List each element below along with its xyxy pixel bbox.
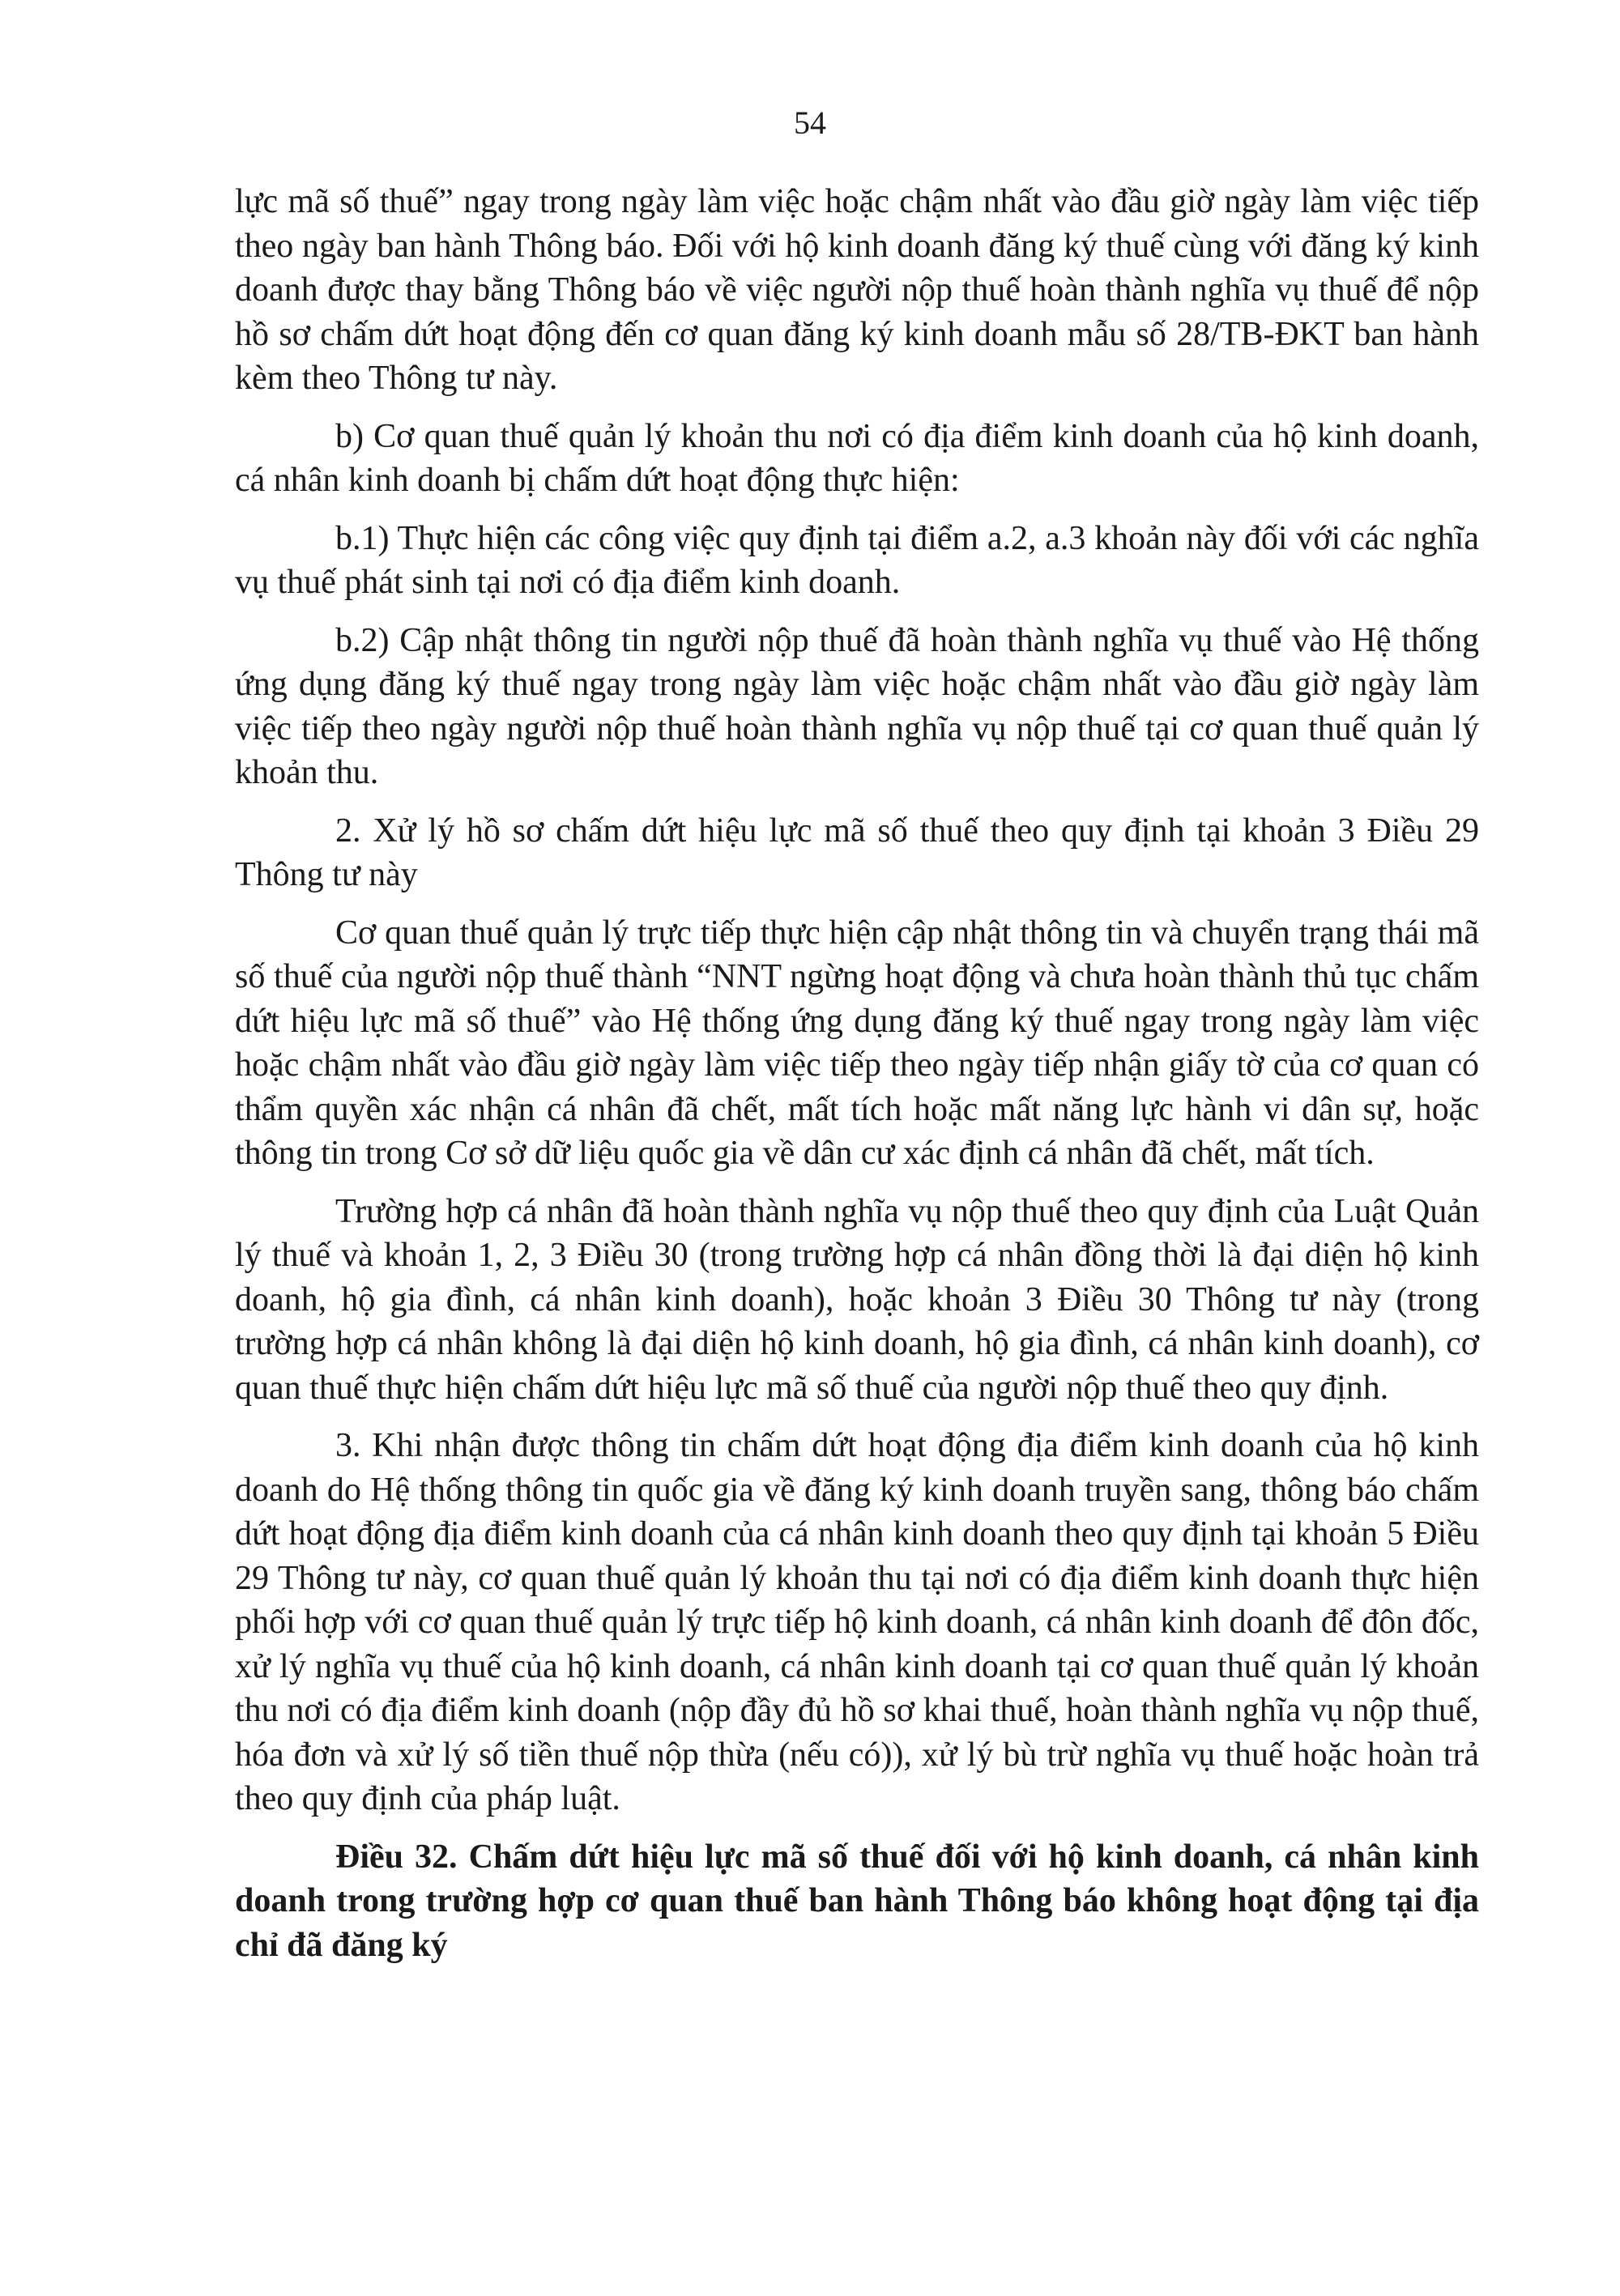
paragraph-clause-2-case: Trường hợp cá nhân đã hoàn thành nghĩa vụ nộp thuế theo quy định của Luật Quản lý thuế và khoản 1, 2, 3 Điều 30 (trong trường hợp cá nhân đồng thời là đại diện hộ kinh doanh, hộ gia đình, cá nhân kinh doanh), hoặc khoản 3 Điều 30 Thông tư này (trong trường hợp cá nhân không là đại diện hộ kinh doanh, hộ gia đình, cá nhân kinh doanh), cơ quan thuế thực hiện chấm dứt hiệu lực mã số thuế của người nộp thuế theo quy định. (235, 1192, 1479, 1407)
paragraph-b2: b.2) Cập nhật thông tin người nộp thuế đã hoàn thành nghĩa vụ thuế vào Hệ thống ứng dụng đăng ký thuế ngay trong ngày làm việc hoặc chậm nhất vào đầu giờ ngày làm việc tiếp theo ngày người nộp thuế hoàn thành nghĩa vụ nộp thuế tại cơ quan thuế quản lý khoản thu. (235, 621, 1479, 791)
page-number: 54 (794, 104, 826, 141)
paragraph-continuation: lực mã số thuế” ngay trong ngày làm việc hoặc chậm nhất vào đầu giờ ngày làm việc tiếp theo ngày ban hành Thông báo. Đối với hộ kinh doanh đăng ký thuế cùng với đăng ký kinh doanh được thay bằng Thông báo về việc người nộp thuế hoàn thành nghĩa vụ thuế để nộp hồ sơ chấm dứt hoạt động đến cơ quan đăng ký kinh doanh mẫu số 28/TB-ĐKT ban hành kèm theo Thông tư này. (235, 183, 1479, 397)
article-heading: Điều 32. Chấm dứt hiệu lực mã số thuế đối với hộ kinh doanh, cá nhân kinh doanh trong trường hợp cơ quan thuế ban hành Thông báo không hoạt động tại địa chỉ đã đăng ký (235, 1838, 1479, 1964)
document-body (235, 180, 1479, 1967)
paragraph-clause-2-body: Cơ quan thuế quản lý trực tiếp thực hiện cập nhật thông tin và chuyển trạng thái mã số thuế của người nộp thuế thành “NNT ngừng hoạt động và chưa hoàn thành thủ tục chấm dứt hiệu lực mã số thuế” vào Hệ thống ứng dụng đăng ký thuế ngay trong ngày làm việc hoặc chậm nhất vào đầu giờ ngày làm việc tiếp theo ngày tiếp nhận giấy tờ của cơ quan có thẩm quyền xác nhận cá nhân đã chết, mất tích hoặc mất năng lực hành vi dân sự, hoặc thông tin trong Cơ sở dữ liệu quốc gia về dân cư xác định cá nhân đã chết, mất tích. (235, 914, 1479, 1172)
paragraph-clause-2: 2. Xử lý hồ sơ chấm dứt hiệu lực mã số thuế theo quy định tại khoản 3 Điều 29 Thông tư này (235, 811, 1479, 893)
paragraph-b: b) Cơ quan thuế quản lý khoản thu nơi có địa điểm kinh doanh của hộ kinh doanh, cá nhân kinh doanh bị chấm dứt hoạt động thực hiện: (235, 417, 1479, 499)
paragraph-b1: b.1) Thực hiện các công việc quy định tại điểm a.2, a.3 khoản này đối với các nghĩa vụ thuế phát sinh tại nơi có địa điểm kinh doanh. (235, 519, 1479, 601)
paragraph-clause-3: 3. Khi nhận được thông tin chấm dứt hoạt động địa điểm kinh doanh của hộ kinh doanh do Hệ thống thông tin quốc gia về đăng ký kinh doanh truyền sang, thông báo chấm dứt hoạt động địa điểm kinh doanh của cá nhân kinh doanh theo quy định tại khoản 5 Điều 29 Thông tư này, cơ quan thuế quản lý khoản thu tại nơi có địa điểm kinh doanh thực hiện phối hợp với cơ quan thuế quản lý trực tiếp hộ kinh doanh, cá nhân kinh doanh để đôn đốc, xử lý nghĩa vụ thuế của hộ kinh doanh, cá nhân kinh doanh tại cơ quan thuế quản lý khoản thu nơi có địa điểm kinh doanh (nộp đầy đủ hồ sơ khai thuế, hoàn thành nghĩa vụ nộp thuế, hóa đơn và xử lý số tiền thuế nộp thừa (nếu có)), xử lý bù trừ nghĩa vụ thuế hoặc hoàn trả theo quy định của pháp luật. (235, 1427, 1479, 1817)
